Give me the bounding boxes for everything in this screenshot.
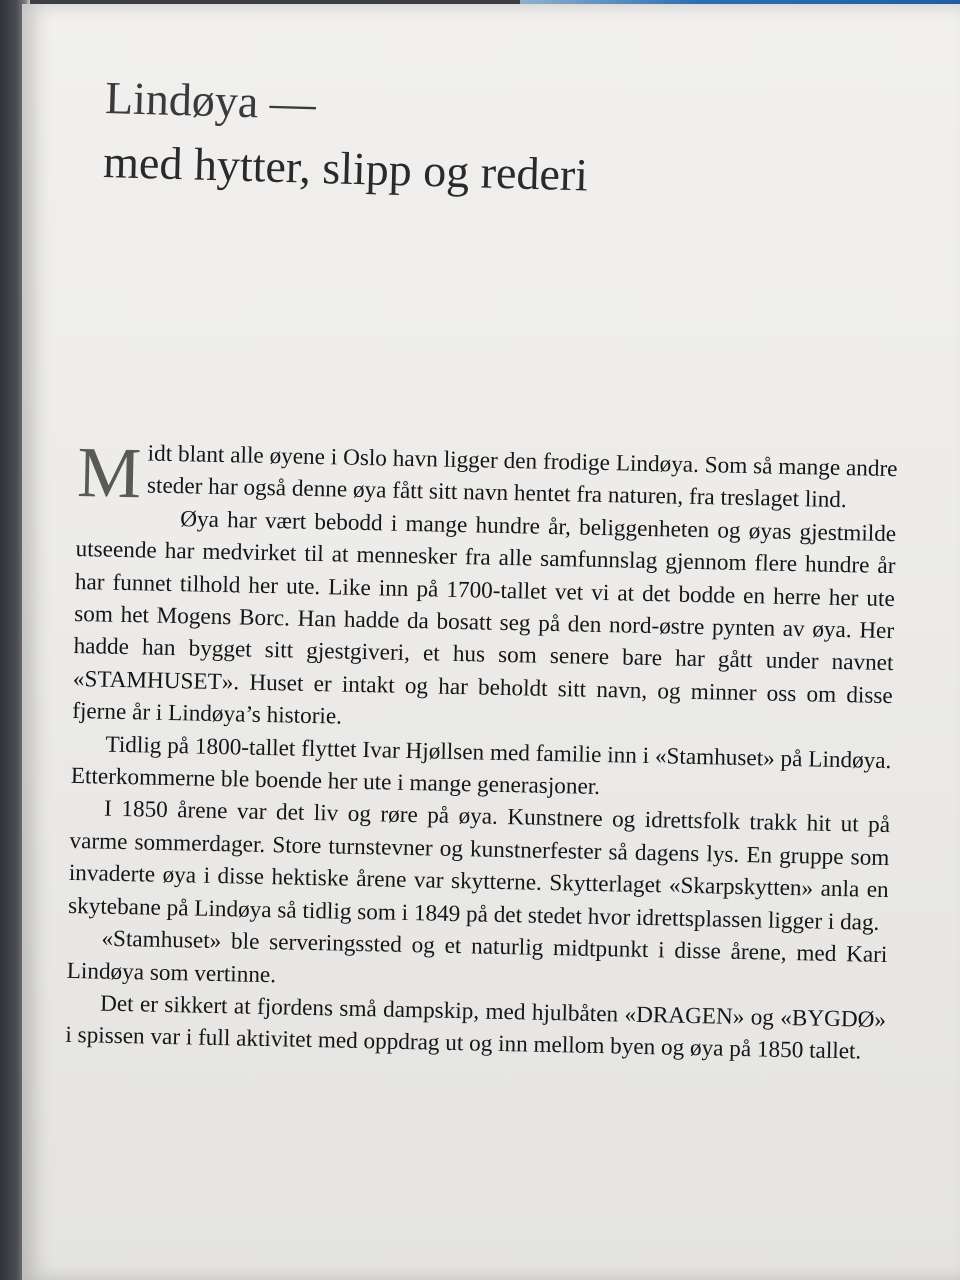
- paragraph-6: Det er sikkert at fjordens små dampskip, med hjulbåten «DRAGEN» og «BYGDØ» i spissen var i full aktivitet med oppdrag ut og inn mellom byen og øya på 1850 tallet.: [65, 990, 887, 1065]
- book-page: [22, 4, 960, 1280]
- chapter-title-line-1: Lindøya —: [104, 71, 317, 129]
- chapter-title: [102, 66, 590, 207]
- paragraph-1-text: idt blant alle øyene i Oslo havn ligger den frodige Lindøya. Som så mange andre steder har også denne øya fått sitt navn hentet fra naturen, fra treslaget lind.: [146, 440, 898, 514]
- chapter-title-line-2: med hytter, slipp og rederi: [102, 135, 589, 201]
- article-body: [65, 432, 898, 1069]
- paragraph-2: Øya har vært bebodd i mange hundre år, beliggenheten og øyas gjestmilde utseende har medvirket til at mennesker fra alle samfunnslag gjennom flere hundre år har funnet tilhold her ute. Like inn på 1700-tallet vet vi at det bodde en herre her ute som het Mogens Borc. Han hadde da bosatt seg på den nord-østre pynten av øya. Her hadde han bygget sitt gjestgiveri, et hus som senere bare har gått under navnet «STAMHUSET». Huset er intakt og har beholdt sitt navn, og minner oss om disse fjerne år i Lindøya’s historie.: [71, 505, 897, 730]
- drop-cap: M: [76, 432, 143, 514]
- paragraph-3: Tidlig på 1800-tallet flyttet Ivar Hjøllsen med familie inn i «Stamhuset» på Lindøya. Etterkommerne ble boende her ute i mange generasjoner.: [70, 731, 892, 801]
- paragraph-4: I 1850 årene var det liv og røre på øya. Kunstnere og idrettsfolk trakk hit ut på varme sommerdager. Store turnstevner og kunstnerfester så dagens lys. En gruppe som invaderte øya i disse hektiske årene var skytterne. Skytterlaget «Skarpskytten» anla en skytebane på Lindøya så tidlig som i 1849 på det stedet hvor idrettsplassen ligger i dag.: [67, 796, 891, 936]
- paragraph-5: «Stamhuset» ble serveringssted og et naturlig midtpunkt i disse årene, med Kari Lindøya som vertinne.: [66, 925, 888, 988]
